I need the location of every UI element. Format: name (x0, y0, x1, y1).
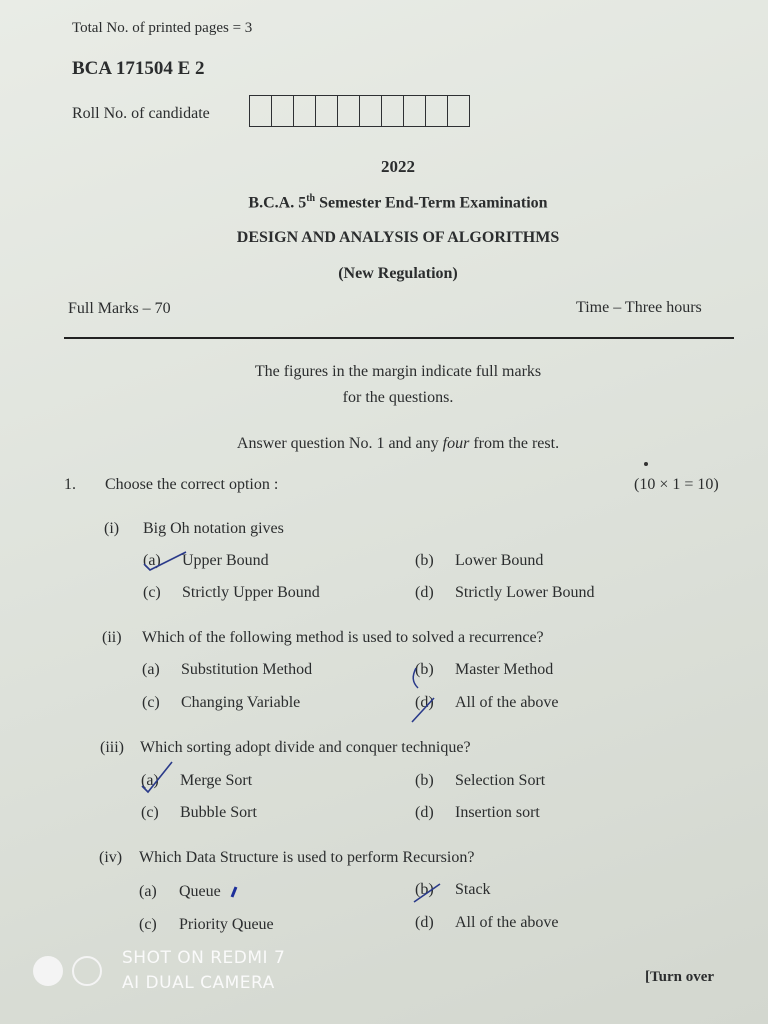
subq-1-text: Big Oh notation gives (143, 520, 284, 537)
turn-over-note: [Turn over (645, 969, 715, 985)
answer-instruction (14, 435, 768, 453)
subq-4-option-b-text: Stack (455, 881, 491, 898)
full-marks: Full Marks – 70 (68, 300, 171, 317)
subq-3-text: Which sorting adopt divide and conquer technique? (140, 739, 471, 756)
ink-mark-icon (228, 885, 240, 899)
regulation: (New Regulation) (338, 265, 458, 282)
subq-3-option-b-text: Selection Sort (455, 772, 546, 789)
instruction-line-2: for the questions. (342, 389, 454, 406)
subq-3-option-d-text: Insertion sort (455, 804, 540, 821)
exam-name-suffix: Semester End-Term Examination (315, 194, 548, 212)
subq-2-text: Which of the following method is used to solved a recurrence? (142, 629, 544, 646)
subq-2-option-d-label[interactable]: (d) (415, 694, 434, 711)
subq-2-option-b-text: Master Method (455, 661, 554, 678)
subq-4-option-b-label[interactable]: (b) (415, 881, 434, 898)
subq-2-option-b-label[interactable]: (b) (415, 661, 434, 678)
subq-1-option-d-label[interactable]: (d) (415, 584, 434, 601)
subq-3-option-b-label[interactable]: (b) (415, 772, 434, 789)
camera-lens-filled-icon (33, 956, 63, 986)
pen-mark-icon (410, 662, 430, 692)
pen-tick-icon (408, 694, 438, 726)
header-divider (64, 337, 734, 339)
subq-2-number: (ii) (102, 629, 122, 646)
answer-instruction-post: from the rest. (469, 435, 560, 452)
exam-time: Time – Three hours (576, 299, 702, 316)
subq-1-number: (i) (104, 520, 120, 537)
subq-4-option-d-text: All of the above (455, 914, 559, 931)
subq-4-option-c-text: Priority Queue (179, 916, 274, 933)
subq-4-option-d-label[interactable]: (d) (415, 914, 434, 931)
answer-instruction-emphasis: four (442, 435, 470, 452)
subq-4-option-a-label[interactable]: (a) (139, 883, 157, 900)
question-1-marks: (10 × 1 = 10) (634, 476, 719, 493)
instruction-line-1: The figures in the margin indicate full marks (254, 363, 542, 380)
exam-name (14, 193, 768, 212)
exam-year: 2022 (381, 157, 415, 176)
subq-4-option-a-text: Queue (179, 883, 221, 900)
subq-3-option-a-text: Merge Sort (180, 772, 253, 789)
exam-name-prefix: B.C.A. 5 (248, 194, 307, 212)
subq-1-option-b-label[interactable]: (b) (415, 552, 434, 569)
roll-number-label: Roll No. of candidate (72, 105, 210, 122)
subject-title: DESIGN AND ANALYSIS OF ALGORITHMS (236, 229, 560, 246)
question-1-text: Choose the correct option : (105, 476, 279, 493)
paper-code: BCA 171504 E 2 (72, 58, 205, 79)
subq-3-option-c-text: Bubble Sort (180, 804, 257, 821)
question-1-number: 1. (64, 476, 76, 493)
subq-2-option-a-label[interactable]: (a) (142, 661, 160, 678)
subq-3-option-c-label[interactable]: (c) (141, 804, 159, 821)
pen-tick-icon (140, 550, 190, 574)
roll-number-boxes[interactable] (249, 95, 470, 127)
ink-dot (644, 462, 648, 466)
watermark-line-1: SHOT ON REDMI 7 (122, 948, 286, 968)
pen-tick-icon (410, 880, 444, 906)
camera-lens-outline-icon (72, 956, 102, 986)
subq-3-option-d-label[interactable]: (d) (415, 804, 434, 821)
subq-4-option-c-label[interactable]: (c) (139, 916, 157, 933)
printed-pages-count: Total No. of printed pages = 3 (72, 20, 253, 36)
subq-1-option-a-label[interactable]: (a) (143, 552, 161, 569)
subq-1-option-b-text: Lower Bound (455, 552, 544, 569)
subq-1-option-c-label[interactable]: (c) (143, 584, 161, 601)
subq-3-number: (iii) (100, 739, 124, 756)
exam-name-sup: th (306, 193, 316, 204)
subq-1-option-c-text: Strictly Upper Bound (182, 584, 320, 601)
watermark-line-2: AI DUAL CAMERA (122, 973, 275, 993)
subq-1-option-d-text: Strictly Lower Bound (455, 584, 595, 601)
subq-4-number: (iv) (99, 849, 123, 866)
subq-2-option-c-text: Changing Variable (181, 694, 301, 711)
subq-2-option-c-label[interactable]: (c) (142, 694, 160, 711)
subq-1-option-a-text: Upper Bound (182, 552, 269, 569)
subq-2-option-d-text: All of the above (455, 694, 559, 711)
pen-tick-icon (138, 760, 178, 794)
answer-instruction-pre: Answer question No. 1 and any (236, 435, 443, 452)
subq-2-option-a-text: Substitution Method (181, 661, 313, 678)
subq-3-option-a-label[interactable]: (a) (141, 772, 159, 789)
subq-4-text: Which Data Structure is used to perform Recursion? (139, 849, 475, 866)
